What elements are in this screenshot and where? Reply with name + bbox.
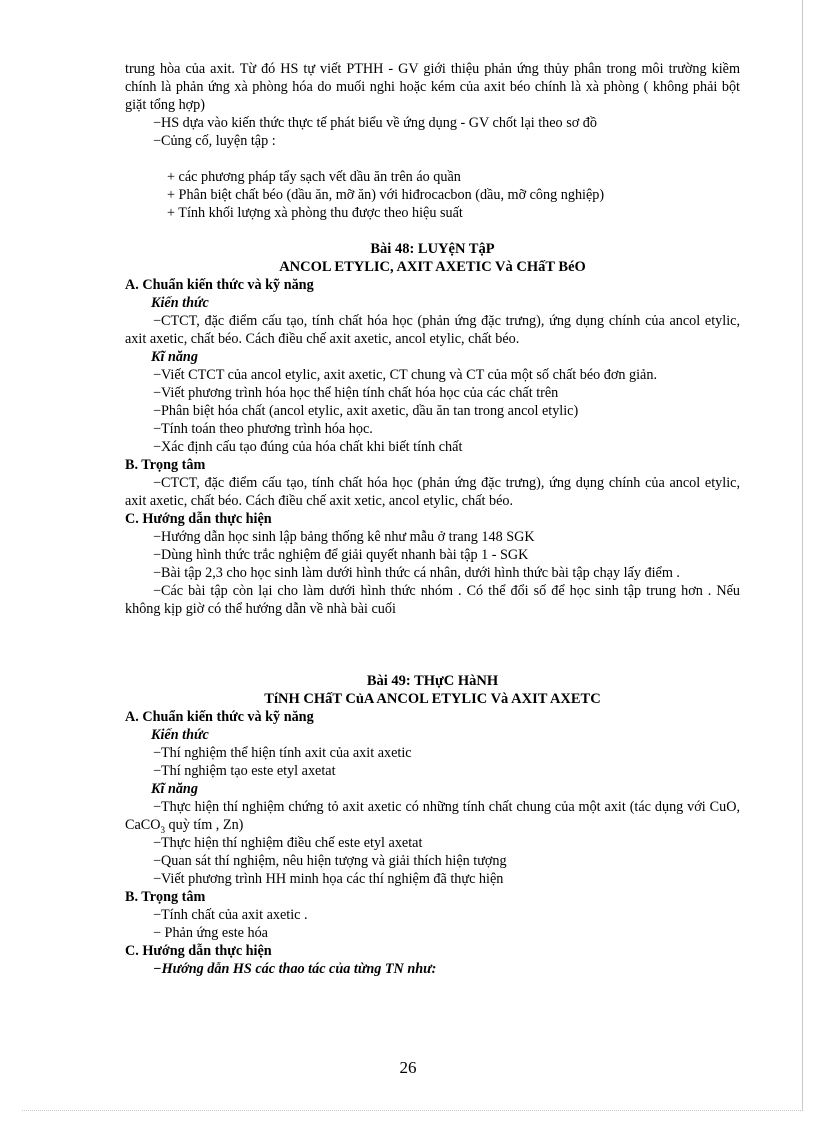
lesson-48-skills-heading: Kĩ năng <box>151 349 198 365</box>
lesson-48-section-c: C. Hướng dẫn thực hiện <box>125 511 272 527</box>
lesson-48-guide-4: −Các bài tập còn lại cho làm dưới hình thức nhóm . Có thể đổi số để học sinh tập trung hơn . Nếu không kịp giờ có thể hướng dẫn về nhà bài cuối <box>125 583 740 617</box>
review-item-2: + Phân biệt chất béo (dầu ăn, mỡ ăn) với hiđrocacbon (dầu, mỡ công nghiệp) <box>167 187 605 203</box>
lesson-49-skill-1-text: −Thực hiện thí nghiệm chứng tỏ axit axetic có những tính chất chung của một axit (tác dụng với CuO, CaCO <box>125 799 740 833</box>
lesson-48-title: Bài 48: LUYệN TậP <box>370 241 495 257</box>
lesson-49-focus-1: −Tính chất của axit axetic . <box>153 907 308 923</box>
lesson-49-knowledge-1: −Thí nghiệm thể hiện tính axit của axit axetic <box>153 745 412 761</box>
lesson-49-skills-heading: Kĩ năng <box>151 781 198 797</box>
lesson-49-skill-1-tail: quỳ tím , Zn) <box>164 817 244 833</box>
lesson-49-title: Bài 49: THựC HàNH <box>366 673 499 689</box>
lesson-48-focus-1: −CTCT, đặc điểm cấu tạo, tính chất hóa học (phản ứng đặc trưng), ứng dụng chính của ancol etylic, axit axetic, chất béo. Cách điều chế axit xetic, ancol etylic, chất béo. <box>125 475 740 509</box>
document-page <box>125 60 740 978</box>
lesson-48-guide-2: −Dùng hình thức trắc nghiệm để giải quyết nhanh bài tập 1 - SGK <box>153 547 529 563</box>
lesson-48-skill-3: −Phân biệt hóa chất (ancol etylic, axit axetic, dầu ăn tan trong ancol etylic) <box>153 403 579 419</box>
lesson-49-subtitle: TíNH CHấT CủA ANCOL ETYLIC Và AXIT AXETC <box>264 691 601 707</box>
lesson-49-skill-4: −Viết phương trình HH minh họa các thí nghiệm đã thực hiện <box>153 871 504 887</box>
lesson-48-subtitle: ANCOL ETYLIC, AXIT AXETIC Và CHấT BéO <box>279 259 586 275</box>
lesson-49-knowledge-2: −Thí nghiệm tạo este etyl axetat <box>153 763 336 779</box>
lesson-48-knowledge-heading: Kiến thức <box>151 295 209 311</box>
lesson-48-skill-2: −Viết phương trình hóa học thể hiện tính chất hóa học của các chất trên <box>153 385 559 401</box>
lesson-48-guide-3: −Bài tập 2,3 cho học sinh làm dưới hình thức cá nhân, dưới hình thức bài tập chạy lấy điểm . <box>153 565 680 581</box>
page-number: 26 <box>399 1058 417 1077</box>
page-frame-right <box>802 0 803 1110</box>
lesson-49-knowledge-heading: Kiến thức <box>151 727 209 743</box>
intro-dash-review: −Củng cố, luyện tập : <box>153 133 276 149</box>
lesson-48-section-b: B. Trọng tâm <box>125 457 206 473</box>
lesson-49-skill-1 <box>125 798 740 834</box>
lesson-49-guide-1: −Hướng dẫn HS các thao tác của từng TN như: <box>153 961 437 977</box>
lesson-48-section-a: A. Chuẩn kiến thức và kỹ năng <box>125 277 314 293</box>
lesson-48-skill-1: −Viết CTCT của ancol etylic, axit axetic, CT chung và CT của một số chất béo đơn giản. <box>153 367 657 383</box>
lesson-49-skill-2: −Thực hiện thí nghiệm điều chế este etyl axetat <box>153 835 423 851</box>
lesson-49-section-a: A. Chuẩn kiến thức và kỹ năng <box>125 709 314 725</box>
review-item-1: + các phương pháp tẩy sạch vết dầu ăn trên áo quần <box>167 169 461 185</box>
intro-dash-usage: −HS dựa vào kiến thức thực tế phát biểu về ứng dụng - GV chốt lại theo sơ đồ <box>153 115 597 131</box>
lesson-49-skill-3: −Quan sát thí nghiệm, nêu hiện tượng và giải thích hiện tượng <box>153 853 507 869</box>
intro-paragraph: trung hòa của axit. Từ đó HS tự viết PTHH - GV giới thiệu phản ứng thủy phân trong môi trường kiềm chính là phản ứng xà phòng hóa do muối nghi hoặc kém của axit béo chính là xà phòng ( không phải bột giặt tổng hợp) <box>125 61 740 113</box>
page-frame-bottom <box>22 1110 803 1111</box>
lesson-49-focus-2: − Phản ứng este hóa <box>153 925 268 941</box>
review-item-3: + Tính khối lượng xà phòng thu được theo hiệu suất <box>167 205 463 221</box>
lesson-48-knowledge-1: −CTCT, đặc điểm cấu tạo, tính chất hóa học (phản ứng đặc trưng), ứng dụng chính của ancol etylic, axit axetic, chất béo. Cách điều chế axit axetic, ancol etylic, chất béo. <box>125 313 740 347</box>
lesson-49-section-c: C. Hướng dẫn thực hiện <box>125 943 272 959</box>
lesson-48-guide-1: −Hướng dẫn học sinh lập bảng thống kê như mẫu ở trang 148 SGK <box>153 529 535 545</box>
lesson-48-skill-5: −Xác định cấu tạo đúng của hóa chất khi biết tính chất <box>153 439 463 455</box>
lesson-49-section-b: B. Trọng tâm <box>125 889 206 905</box>
lesson-48-skill-4: −Tính toán theo phương trình hóa học. <box>153 421 373 437</box>
lesson-49-skill-1-subscript: 3 <box>160 824 165 835</box>
